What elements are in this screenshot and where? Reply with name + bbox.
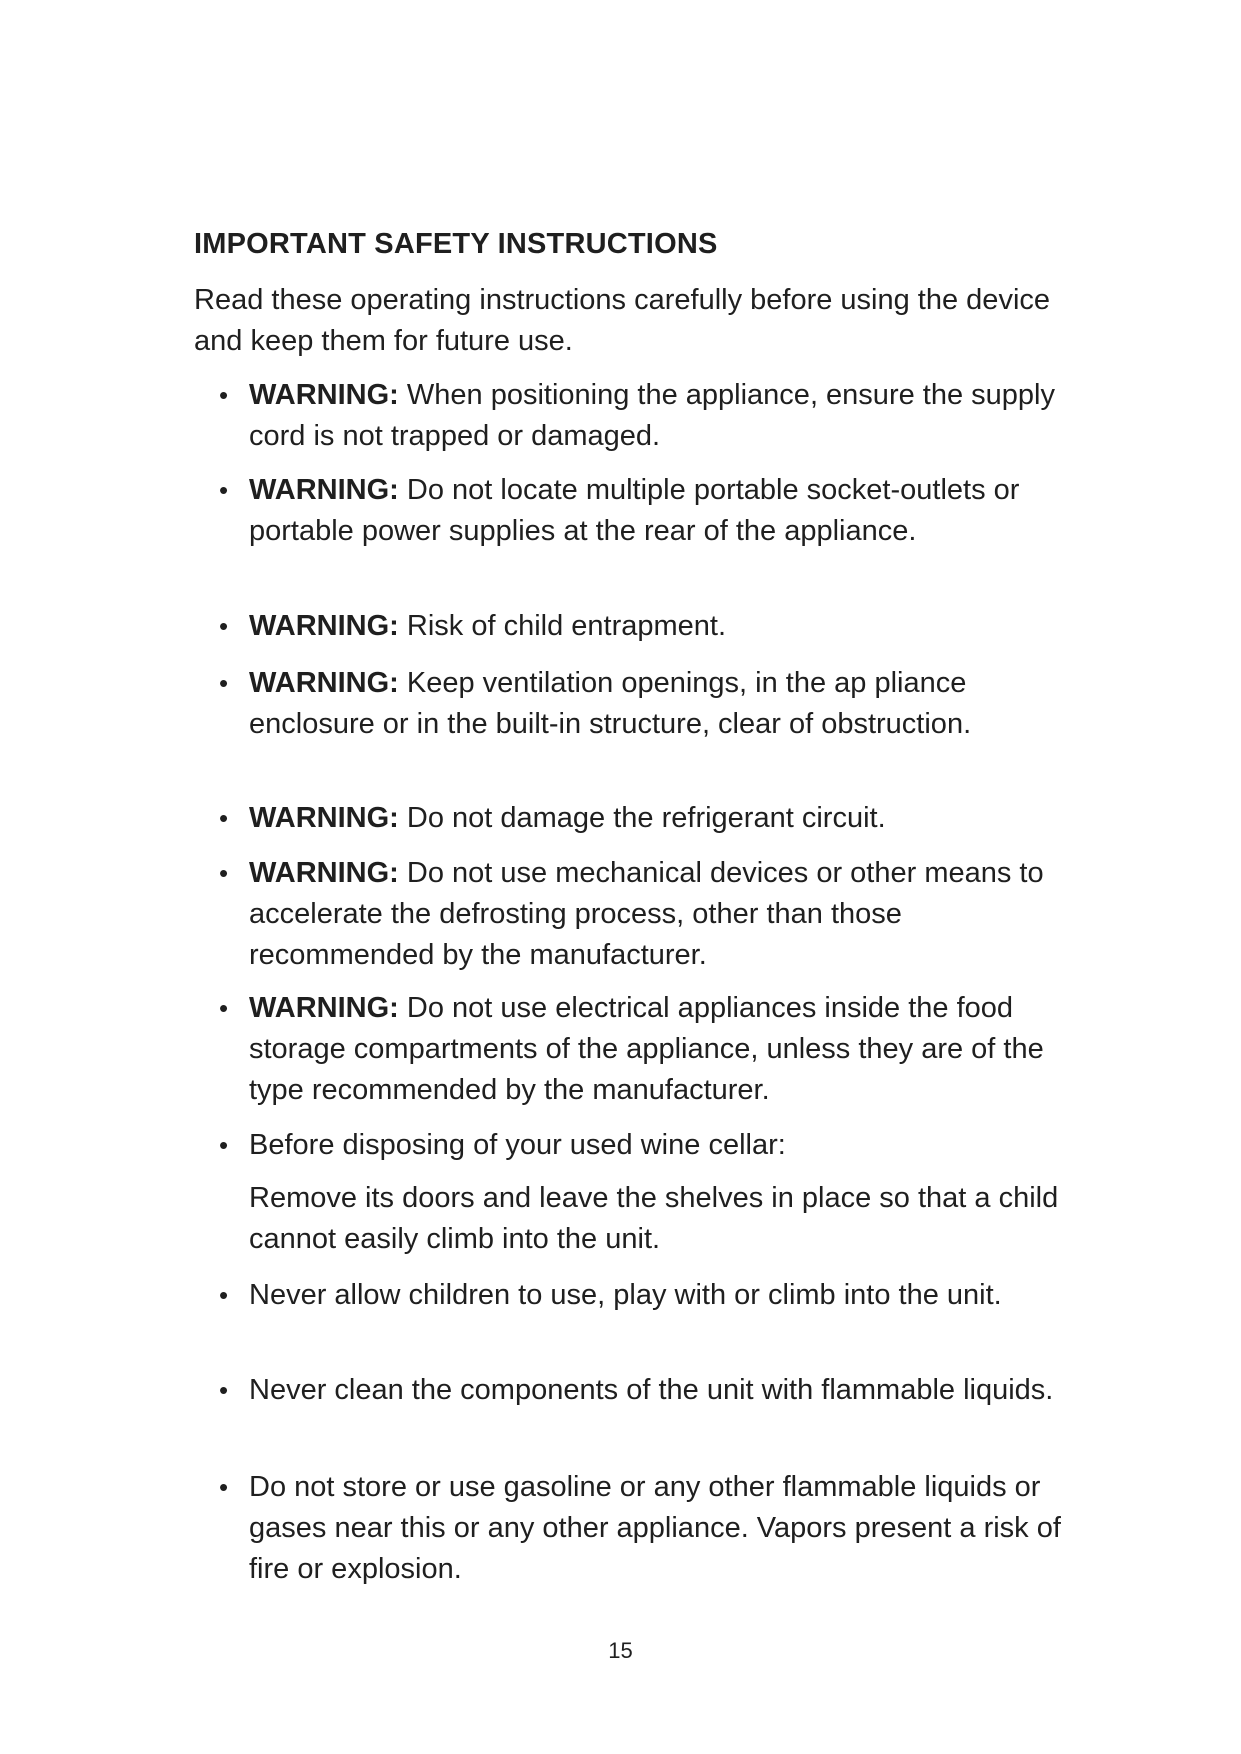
warning-label: WARNING: <box>249 379 399 411</box>
bullet-icon: • <box>219 1130 229 1160</box>
page-number: 15 <box>608 1638 633 1663</box>
bullet-icon: • <box>219 993 229 1023</box>
list-item <box>219 1370 1079 1411</box>
bullet-icon: • <box>219 380 229 410</box>
list-item <box>219 663 1079 745</box>
item-text: Before disposing of your used wine cellar: <box>249 1129 786 1161</box>
item-text: Do not use mechanical devices or other means to accelerate the defrosting process, other than those recommended by the manufacturer. <box>249 857 1044 971</box>
item-text: Never allow children to use, play with or climb into the unit. <box>249 1279 1002 1311</box>
warning-label: WARNING: <box>249 667 399 699</box>
item-text: Do not damage the refrigerant circuit. <box>398 802 886 834</box>
warning-label: WARNING: <box>249 992 399 1024</box>
bullet-icon: • <box>219 1280 229 1310</box>
warning-label: WARNING: <box>249 857 399 889</box>
list-item <box>219 988 1079 1111</box>
page-title: IMPORTANT SAFETY INSTRUCTIONS <box>194 228 718 260</box>
bullet-icon: • <box>219 668 229 698</box>
warning-label: WARNING: <box>249 802 399 834</box>
bullet-icon: • <box>219 803 229 833</box>
intro-paragraph: Read these operating instructions carefully before using the device and keep them for future use. <box>194 284 1051 357</box>
bullet-icon: • <box>219 475 229 505</box>
bullet-icon: • <box>219 611 229 641</box>
disposal-note: Remove its doors and leave the shelves in place so that a child cannot easily climb into the unit. <box>249 1182 1059 1255</box>
item-text: Do not locate multiple portable socket-outlets or portable power supplies at the rear of the appliance. <box>249 474 1020 547</box>
list-item <box>219 798 1079 839</box>
item-text: Never clean the components of the unit with flammable liquids. <box>249 1374 1054 1406</box>
warning-label: WARNING: <box>249 610 399 642</box>
item-text: Do not use electrical appliances inside the food storage compartments of the appliance, unless they are of the type recommended by the manufacturer. <box>249 992 1044 1106</box>
list-item <box>219 1125 1079 1166</box>
item-text: Do not store or use gasoline or any other flammable liquids or gases near this or any other appliance. Vapors present a risk of fire or explosion. <box>249 1471 1061 1585</box>
bullet-icon: • <box>219 1472 229 1502</box>
warning-label: WARNING: <box>249 474 399 506</box>
item-text: Risk of child entrapment. <box>398 610 727 642</box>
list-item <box>219 1275 1079 1316</box>
bullet-icon: • <box>219 858 229 888</box>
list-item <box>219 853 1079 976</box>
list-item <box>219 470 1079 552</box>
item-text: Keep ventilation openings, in the ap pliance enclosure or in the built-in structure, clear of obstruction. <box>249 667 972 740</box>
list-item <box>219 1467 1079 1590</box>
list-item <box>219 375 1079 457</box>
item-text: When positioning the appliance, ensure the supply cord is not trapped or damaged. <box>249 379 1055 452</box>
bullet-icon: • <box>219 1375 229 1405</box>
list-item <box>219 606 1079 647</box>
